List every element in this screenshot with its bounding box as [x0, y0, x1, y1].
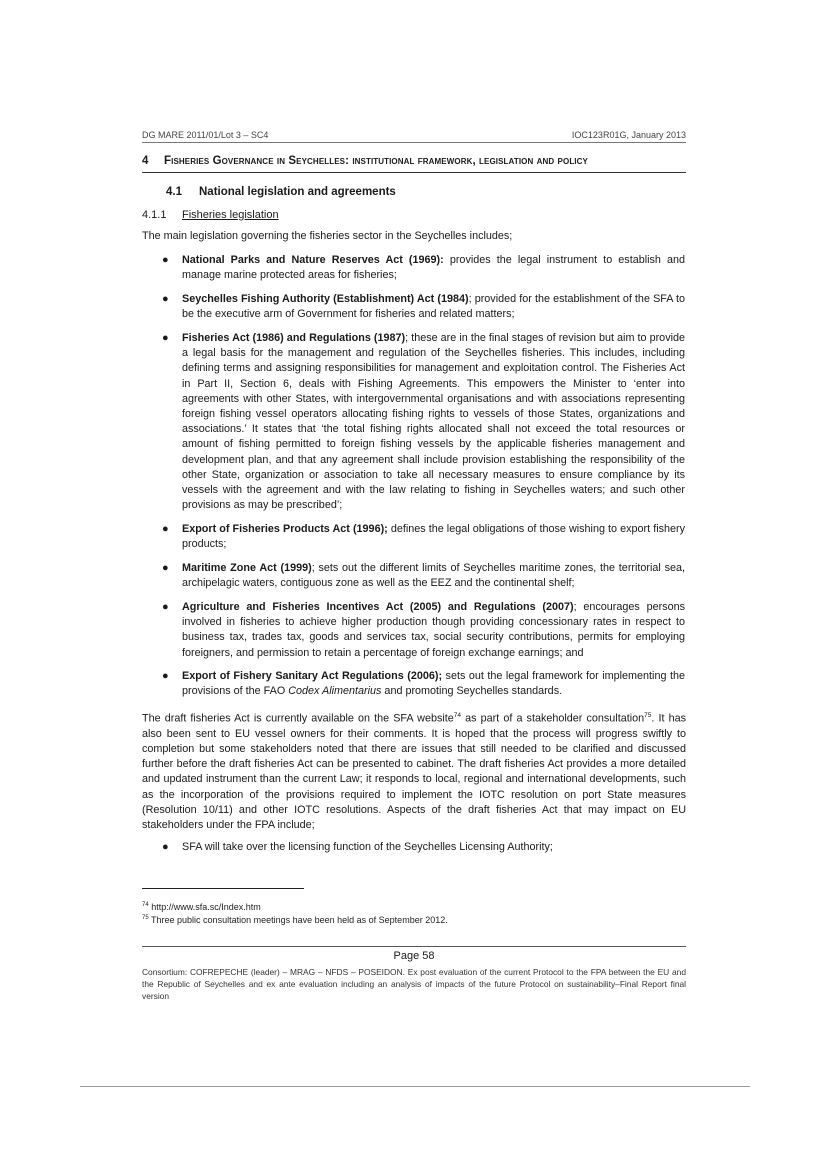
- footnote-ref[interactable]: 74: [453, 712, 461, 719]
- bullet-text: ; provided for the establishment of the SFA to be the executive arm of Government for fisheries and related matters;: [182, 293, 685, 321]
- footnote-ref[interactable]: 75: [644, 712, 652, 719]
- bullet-item: [162, 522, 685, 552]
- footnote: [142, 915, 448, 925]
- draft-text-c: . It has also been sent to EU vessel owners for their comments. It is hoped that the process will progress swiftly to completion but some stakeholders noted that there are issues that still needed to be clarified and discussed further before the draft fisheries Act can be presented to cabinet. The draft fisheries Act provides a more detailed and updated instrument than the current Law; it responds to local, regional and international developments, such as the incorporation of the provisions required to implement the IOTC resolution on port State measures (Resolution 10/11) and other IOTC resolutions. Aspects of the draft fisheries Act that may impact on EU stakeholders under the FPA include;: [142, 712, 686, 832]
- bullet-icon: ●: [162, 293, 169, 305]
- draft-text-b: as part of a stakeholder consultation: [461, 712, 645, 725]
- bullet-item: [162, 292, 685, 322]
- intro-paragraph: The main legislation governing the fisheries sector in the Seychelles includes;: [142, 230, 513, 242]
- bullet-text: ; encourages persons involved in fisheries to achieve higher production though providing concessionary rates in respect to business tax, trades tax, goods and services tax, social security contributions, permits for employing foreigners, and permission to retain a percentage of foreign exchange earnings; and: [182, 601, 685, 659]
- bullet-text: defines the legal obligations of those wishing to export fishery products;: [182, 523, 685, 551]
- running-header: [142, 130, 686, 143]
- footer-rule: [142, 946, 686, 947]
- bullet-item: [162, 840, 685, 855]
- bullet-icon: ●: [162, 332, 169, 344]
- bullet-icon: ●: [162, 562, 169, 574]
- footnote-link[interactable]: http://www.sfa.sc/Index.htm: [148, 902, 261, 912]
- draft-act-paragraph: [142, 708, 686, 833]
- bullet-bold: Fisheries Act (1986) and Regulations (1987): [182, 332, 406, 344]
- bullet-text: provides the legal instrument to establish and manage marine protected areas for fisheries;: [182, 254, 686, 282]
- bullet-icon: ●: [162, 254, 169, 266]
- bullet-bold: Agriculture and Fisheries Incentives Act (2005) and Regulations (2007): [182, 601, 574, 613]
- bullet-bold: Maritime Zone Act (1999): [182, 562, 312, 574]
- subsection-heading: [142, 209, 279, 221]
- footnote-separator: [142, 888, 304, 889]
- footer-consortium: Consortium: COFREPECHE (leader) – MRAG – NFDS – POSEIDON. Ex post evaluation of the current Protocol to the FPA between the EU and the Republic of Seychelles and ex ante evaluation including an analysis of impacts of the future Protocol on sustainability–Final Report final version: [142, 967, 686, 1001]
- page-number: Page 58: [393, 950, 435, 962]
- chapter-number: 4: [142, 155, 149, 167]
- bullet-item: [162, 331, 685, 513]
- bullet-item: [162, 600, 685, 661]
- page-bottom-divider: [80, 1086, 750, 1087]
- footnote: [142, 902, 261, 912]
- footnote-number: 74: [142, 902, 149, 908]
- bullet-icon: ●: [162, 523, 169, 535]
- bullet-text: ; these are in the final stages of revision but aim to provide a legal basis for the management and regulation of the Seychelles fisheries. This includes, including defining terms and assigning responsibilities for management and exploitation control. The Fisheries Act in Part II, Section 6, deals with Fishing Agreements. This empowers the Minister to ‘enter into agreements with other States, with intergovernmental organisations and with associations representing foreign fishing vessel operators allocating fishing rights to vessels of those States, organizations and associations.’ It states that ‘the total fishing rights allocated shall not exceed the total resources or amount of fishing permitted to foreign fishing vessels by the applicable fisheries management and development plan, and that any agreement shall include provision establishing the responsibility of the other State, organization or association to take all necessary measures to ensure compliance by its vessels with the agreement and with the law relating to fishing in Seychelles waters; and such other provisions as may be prescribed’;: [182, 332, 685, 512]
- bullet-item: [162, 669, 685, 699]
- footnote-number: 75: [142, 915, 149, 921]
- bullet-text: SFA will take over the licensing function of the Seychelles Licensing Authority;: [182, 841, 553, 853]
- bullet-icon: ●: [162, 670, 169, 682]
- subsection-title: Fisheries legislation: [182, 209, 279, 221]
- subsection-number: 4.1.1: [142, 209, 167, 221]
- chapter-heading: [142, 155, 686, 173]
- chapter-title: Fisheries Governance in Seychelles: institutional framework, legislation and policy: [164, 155, 588, 167]
- bullet-italic: Codex Alimentarius: [288, 685, 382, 698]
- bullet-bold: Seychelles Fishing Authority (Establishment) Act (1984): [182, 293, 469, 305]
- bullet-bold: Export of Fishery Sanitary Act Regulations (2006);: [182, 670, 443, 682]
- footnote-text: Three public consultation meetings have been held as of September 2012.: [148, 915, 448, 925]
- bullet-item: [162, 253, 686, 283]
- bullet-icon: ●: [162, 601, 169, 613]
- section-number: 4.1: [166, 186, 182, 198]
- bullet-item: [162, 561, 685, 591]
- bullet-bold: National Parks and Nature Reserves Act (1969):: [182, 254, 444, 266]
- bullet-text: ; sets out the different limits of Seychelles maritime zones, the territorial sea, archipelagic waters, contiguous zone as well as the EEZ and the continental shelf;: [182, 562, 685, 590]
- bullet-icon: ●: [162, 841, 169, 853]
- header-right: IOC123R01G, January 2013: [571, 130, 686, 140]
- bullet-text: sets out the legal framework for implementing the provisions of the FAO: [182, 670, 685, 698]
- section-title: National legislation and agreements: [199, 186, 396, 198]
- bullet-bold: Export of Fisheries Products Act (1996);: [182, 523, 388, 535]
- section-heading: [166, 186, 396, 198]
- draft-text-a: The draft fisheries Act is currently available on the SFA website: [142, 712, 454, 725]
- header-left: DG MARE 2011/01/Lot 3 – SC4: [142, 130, 269, 140]
- bullet-text-end: and promoting Seychelles standards.: [381, 685, 563, 698]
